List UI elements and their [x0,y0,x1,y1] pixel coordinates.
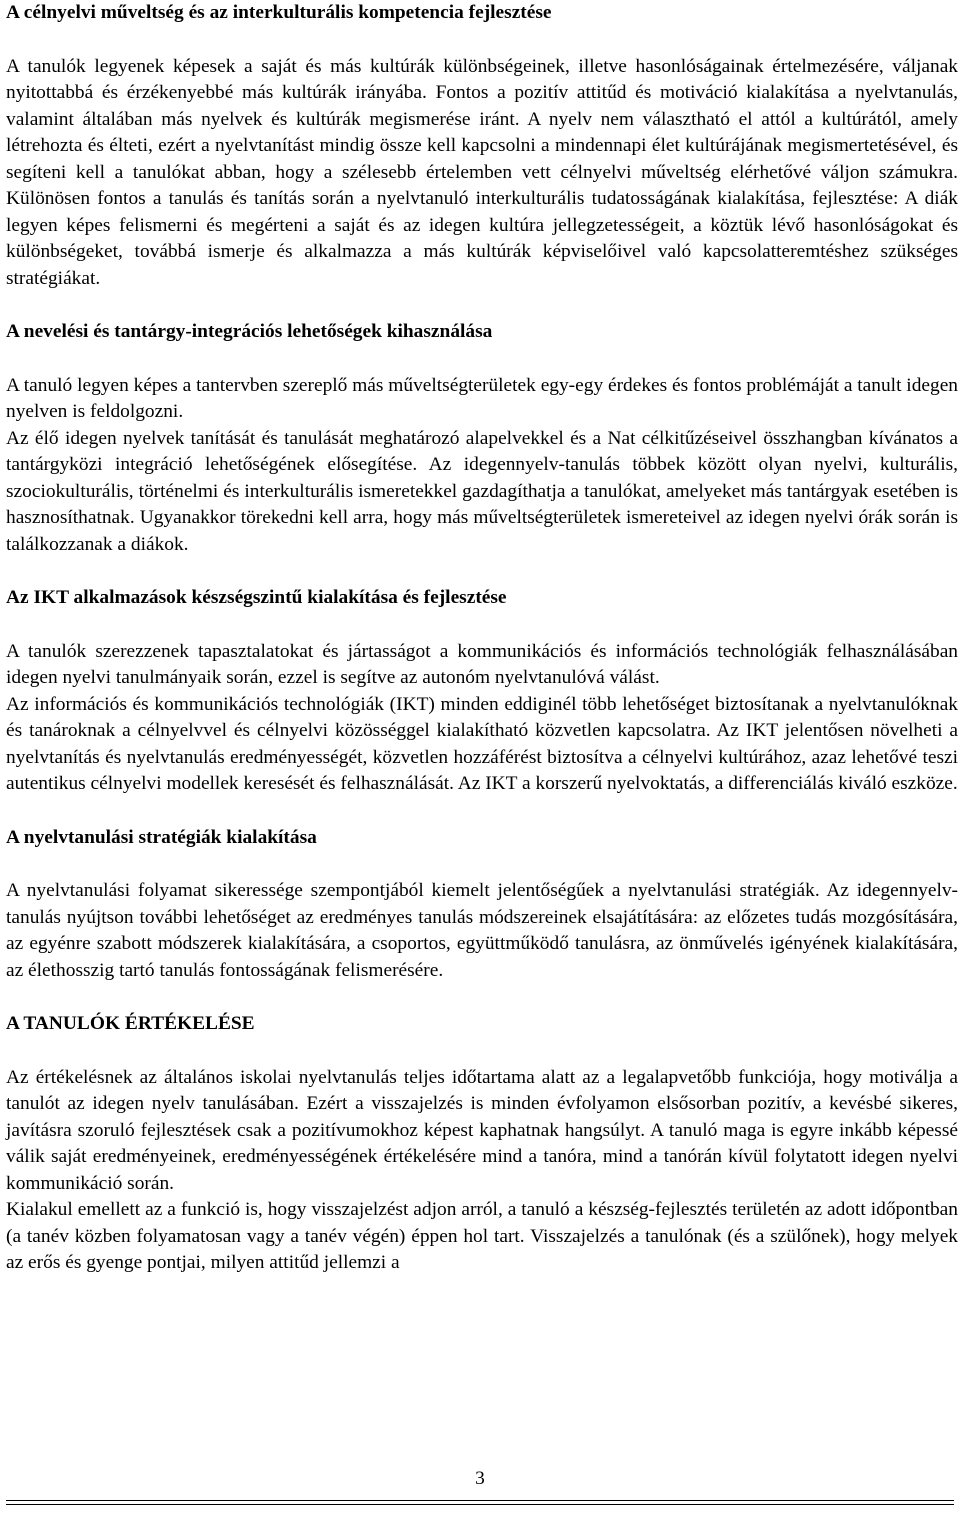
footer-divider [6,1504,954,1505]
paragraph: A tanuló legyen képes a tantervben szereplő más műveltségterületek egy-egy érdekes és fontos problémáját a tanult idegen nyelven is feldolgozni. [6,374,958,422]
paragraph: Az értékelésnek az általános iskolai nyelvtanulás teljes időtartama alatt az a legalapvetőbb funkciója, hogy motiválja a tanulót az idegen nyelv tanulásában. Ezért a visszajelzés is minden évfolyamon elsősorban pozitív, a kevésbé sikeres, javításra szoruló fejlesztések csak a pozitívumokhoz képest kaphatnak hangsúlyt. A tanuló maga is egyre inkább képessé válik saját eredményeinek, eredményességének értékelésére mind a tanóra, mind a tanórán kívül folytatott idegen nyelvi kommunikáció során. [6,1066,958,1194]
paragraph: A tanulók szerezzenek tapasztalatokat és jártasságot a kommunikációs és információs technológiák felhasználásában idegen nyelvi tanulmányaik során, ezzel is segítve az autonóm nyelvtanulóvá válást. [6,640,958,688]
section-heading: A TANULÓK ÉRTÉKELÉSE [6,1013,255,1034]
paragraph: Az élő idegen nyelvek tanítását és tanulását meghatározó alapelvekkel és a Nat célkitűzéseivel összhangban kívánatos a tantárgyközi integráció lehetőségének elősegítése. Az idegennyelv-tanulás többek között olyan nyelvi, kulturális, szociokulturális, történelmi és interkulturális ismeretekkel gazdagíthatja a tanulókat, amelyeket más tantárgyak esetében is hasznosíthatnak. Ugyanakkor törekedni kell arra, hogy más műveltségterületek ismereteivel az idegen nyelvi órák során is találkozzanak a diákok. [6,427,958,555]
section-heading: A célnyelvi műveltség és az interkulturális kompetencia fejlesztése [6,2,552,23]
paragraph: Kialakul emellett az a funkció is, hogy visszajelzést adjon arról, a tanuló a készség-fejlesztés területén az adott időpontban (a tanév közben folyamatosan vagy a tanév végén) éppen hol tart. Visszajelzés a tanulónak (és a szülőnek), hogy melyek az erős és gyenge pontjai, milyen attitűd jellemzi a [6,1199,958,1273]
paragraph: Az információs és kommunikációs technológiák (IKT) minden eddiginél több lehetőséget biztosítanak a nyelvtanulóknak és tanároknak a célnyelvvel és célnyelvi közösséggel kialakítható közvetlen kapcsolatra. Az IKT jelentősen növelheti a nyelvtanítás és nyelvtanulás eredményességét, közvetlen hozzáférést biztosítva a célnyelvi kultúrához, azaz lehetővé teszi autentikus célnyelvi modellek keresését és felhasználását. Az IKT a korszerű nyelvoktatás, a differenciálás kiváló eszköze. [6,693,958,794]
page-number: 3 [475,1468,485,1489]
document-page [6,0,958,1277]
paragraph: A tanulók legyenek képesek a saját és más kultúrák különbségeinek, illetve hasonlóságainak értelmezésére, váljanak nyitottabbá és érzékenyebbé más kultúrák irányába. Fontos a pozitív attitűd és motiváció kialakítása a nyelvtanulás, valamint általában más nyelvek és kultúrák megismerése iránt. A nyelv nem választható el attól a kultúrától, amely létrehozta és élteti, ezért a nyelvtanítást mindig össze kell kapcsolni a mindennapi élet kultúrájának megismertetésével, és segíteni kell a tanulókat abban, hogy a szélesebb értelemben vett célnyelvi műveltség elérhetővé váljon számukra. Különösen fontos a tanulás és tanítás során a nyelvtanuló interkulturális tudatosságának kialakítása, fejlesztése: A diák legyen képes felismerni és megérteni a saját és az idegen kultúra jellegzetességeit, a köztük lévő hasonlóságokat és különbségeket, továbbá ismerje és alkalmazza a más kultúrák képviselőivel való kapcsolatteremtéshez szükséges stratégiákat. [6,55,958,289]
footer-divider [6,1500,954,1501]
section-heading: A nevelési és tantárgy-integrációs lehetőségek kihasználása [6,321,493,342]
section-heading: Az IKT alkalmazások készségszintű kialakítása és fejlesztése [6,587,507,608]
section-heading: A nyelvtanulási stratégiák kialakítása [6,826,317,848]
paragraph: A nyelvtanulási folyamat sikeressége szempontjából kiemelt jelentőségűek a nyelvtanulási stratégiák. Az idegennyelv-tanulás nyújtson további lehetőséget az eredményes tanulás módszereinek elsajátítására: az előzetes tudás mozgósítására, az egyénre szabott módszerek kialakítására, a csoportos, együttműködő tanulásra, az önművelés igényének kialakítására, az élethosszig tartó tanulás fontosságának felismerésére. [6,880,958,981]
